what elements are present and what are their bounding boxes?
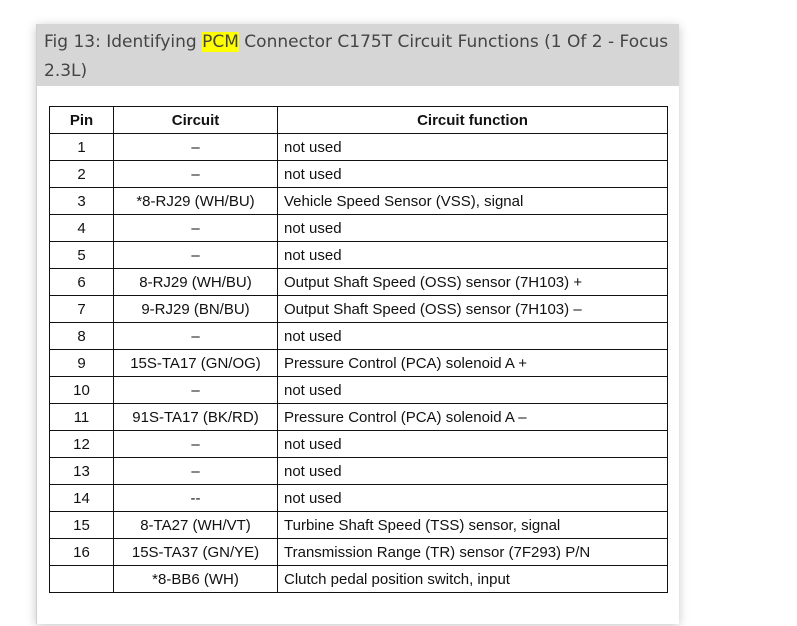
circuit-cell: 91S-TA17 (BK/RD) — [114, 404, 278, 431]
function-cell: not used — [278, 485, 668, 512]
circuit-cell: 8-RJ29 (WH/BU) — [114, 269, 278, 296]
header-circuit: Circuit — [114, 107, 278, 134]
function-cell: Output Shaft Speed (OSS) sensor (7H103) + — [278, 269, 668, 296]
circuit-cell: – — [114, 242, 278, 269]
table-row — [50, 269, 668, 296]
circuit-cell: – — [114, 431, 278, 458]
function-cell: not used — [278, 242, 668, 269]
figure-caption — [37, 24, 679, 86]
function-cell: not used — [278, 215, 668, 242]
table-row — [50, 431, 668, 458]
header-circuit-function: Circuit function — [278, 107, 668, 134]
figure-image — [49, 106, 669, 626]
pin-cell: 13 — [50, 458, 114, 485]
header-pin: Pin — [50, 107, 114, 134]
circuit-cell: 9-RJ29 (BN/BU) — [114, 296, 278, 323]
figure-card — [36, 24, 679, 624]
function-cell: Vehicle Speed Sensor (VSS), signal — [278, 188, 668, 215]
table-row — [50, 242, 668, 269]
function-cell: Turbine Shaft Speed (TSS) sensor, signal — [278, 512, 668, 539]
table-row — [50, 404, 668, 431]
table-row — [50, 296, 668, 323]
circuit-cell: *8-RJ29 (WH/BU) — [114, 188, 278, 215]
table-row — [50, 539, 668, 566]
pin-cell: 7 — [50, 296, 114, 323]
function-cell: not used — [278, 377, 668, 404]
circuit-cell: – — [114, 134, 278, 161]
function-cell: Pressure Control (PCA) solenoid A – — [278, 404, 668, 431]
pin-cell: 9 — [50, 350, 114, 377]
function-cell: Transmission Range (TR) sensor (7F293) P/N — [278, 539, 668, 566]
pin-cell — [50, 566, 114, 593]
pin-cell: 6 — [50, 269, 114, 296]
table-row — [50, 188, 668, 215]
circuit-cell: -- — [114, 485, 278, 512]
circuit-cell: 8-TA27 (WH/VT) — [114, 512, 278, 539]
table-row — [50, 323, 668, 350]
table-row — [50, 566, 668, 593]
pin-cell: 3 — [50, 188, 114, 215]
table-row — [50, 377, 668, 404]
table-row — [50, 215, 668, 242]
circuit-cell: – — [114, 323, 278, 350]
pin-cell: 10 — [50, 377, 114, 404]
circuit-cell: – — [114, 458, 278, 485]
circuit-cell: 15S-TA37 (GN/YE) — [114, 539, 278, 566]
circuit-cell: 15S-TA17 (GN/OG) — [114, 350, 278, 377]
circuit-cell: – — [114, 161, 278, 188]
table-row — [50, 161, 668, 188]
function-cell: Output Shaft Speed (OSS) sensor (7H103) – — [278, 296, 668, 323]
pin-cell: 16 — [50, 539, 114, 566]
pin-cell: 15 — [50, 512, 114, 539]
pin-cell: 5 — [50, 242, 114, 269]
caption-prefix: Fig 13: Identifying — [44, 32, 203, 52]
table-row — [50, 512, 668, 539]
function-cell: not used — [278, 134, 668, 161]
pin-cell: 8 — [50, 323, 114, 350]
table-row — [50, 350, 668, 377]
pin-cell: 12 — [50, 431, 114, 458]
function-cell: Pressure Control (PCA) solenoid A + — [278, 350, 668, 377]
table-header-row — [50, 107, 668, 134]
pin-cell: 2 — [50, 161, 114, 188]
pin-cell: 14 — [50, 485, 114, 512]
pin-cell: 4 — [50, 215, 114, 242]
function-cell: not used — [278, 458, 668, 485]
table-row — [50, 134, 668, 161]
function-cell: Clutch pedal position switch, input — [278, 566, 668, 593]
function-cell: not used — [278, 431, 668, 458]
circuit-cell: – — [114, 215, 278, 242]
circuit-cell: *8-BB6 (WH) — [114, 566, 278, 593]
function-cell: not used — [278, 161, 668, 188]
pin-cell: 11 — [50, 404, 114, 431]
caption-highlight: PCM — [202, 32, 239, 52]
table-row — [50, 485, 668, 512]
table-row — [50, 458, 668, 485]
function-cell: not used — [278, 323, 668, 350]
caption-suffix: Connector C175T Circuit Functions (1 Of 2 - Focus 2.3L) — [44, 32, 669, 81]
circuit-cell: – — [114, 377, 278, 404]
circuit-table — [49, 106, 668, 593]
pin-cell: 1 — [50, 134, 114, 161]
